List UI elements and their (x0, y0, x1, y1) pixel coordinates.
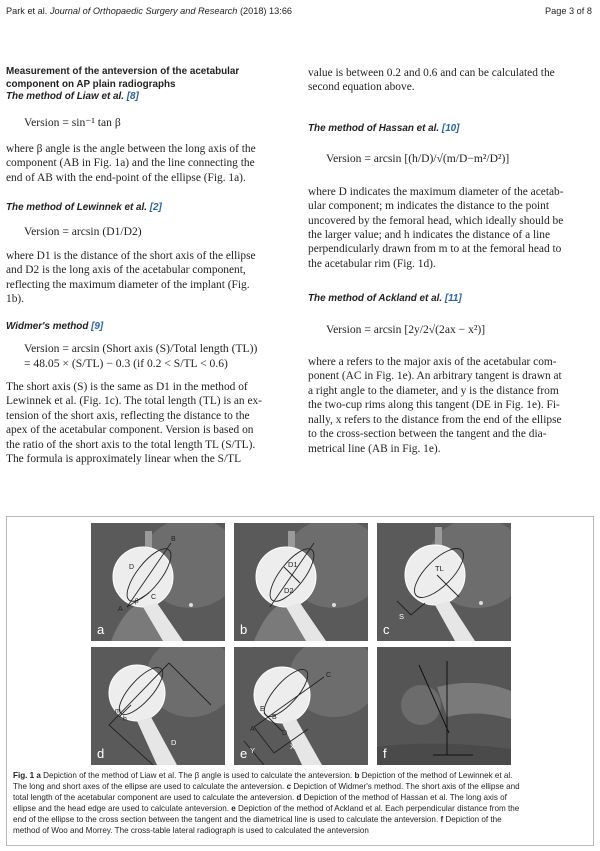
caption-line (13, 792, 585, 803)
caption-panel-ref: Fig. 1 a (13, 771, 41, 780)
mark-b: B (171, 536, 176, 543)
mark-beta: β (135, 597, 139, 605)
reference-link[interactable]: [10] (441, 122, 460, 134)
mark-m: m (115, 708, 121, 715)
caption-text: The long and short axes of the ellipse are used to calculate the anteversion. (13, 782, 287, 791)
page-header (6, 6, 592, 20)
equation-ackland: Version = arcsin [2y/2√(2ax − x²)] (326, 322, 486, 336)
equation-widmer-1: Version = arcsin (Short axis (S)/Total length (TL)) (24, 342, 258, 356)
mark-s: S (399, 612, 405, 621)
mark-d: D (171, 738, 177, 747)
radiograph-panel-c (377, 523, 511, 641)
equation-lewinnek: Version = arcsin (D1/D2) (24, 224, 142, 238)
mark-e: E (260, 706, 265, 713)
caption-line (13, 803, 585, 814)
panel-label: a (97, 622, 105, 637)
paragraph-lewinnek: where D1 is the distance of the short axis of the ellipse and D2 is the long axis of the acetabular component, reflecting the maximum diameter of the implant (Fig. 1b). (6, 250, 256, 306)
header-journal: Journal of Orthopaedic Surgery and Research (49, 6, 238, 16)
reference-link[interactable]: [9] (91, 320, 104, 332)
reference-link[interactable]: [2] (149, 202, 162, 214)
radiograph-e (234, 647, 368, 765)
right-column (308, 66, 592, 456)
radiograph-panel-e (234, 647, 368, 765)
equation-liaw: Version = sin⁻¹ tan β (24, 115, 121, 129)
radiograph-f (377, 647, 511, 765)
header-authors: Park et al. (6, 6, 48, 16)
header-citation: (2018) 13:66 (239, 6, 293, 16)
caption-text: Depiction of the method of Hassan et al. The long axis of (301, 793, 507, 802)
caption-text: end of the ellipse to the cross section between the tangent and the diametrical line is used to calculate the anteversion. (13, 815, 441, 824)
radiograph-grid (91, 523, 511, 767)
subsection-title-ackland: The method of Ackland et al. [11] (308, 293, 462, 305)
figure-caption (13, 770, 585, 836)
panel-label: c (383, 622, 390, 637)
caption-text: Depiction of the (443, 815, 502, 824)
subsection-title-lewinnek: The method of Lewinnek et al. [2] (6, 202, 162, 214)
radiograph-panel-a (91, 523, 225, 641)
caption-line (13, 814, 585, 825)
reference-link[interactable]: [11] (444, 293, 462, 305)
mark-tl: TL (435, 564, 444, 573)
caption-text: Depiction of the method of Ackland et al. Each perpendicular distance from the (235, 804, 520, 813)
paragraph-ackland: where a refers to the major axis of the acetabular com- ponent (AC in Fig. 1e). An arbitrary tangent is drawn at a right angle to the diameter, and y is the distance from the two-cup rims along this tangent (DE in Fig. 1e). Fi- nally, x refers to the distance from the end of the ellipse to the cross-section between the tangent and the dia- metrical line (AB in Fig. 1e). (308, 356, 562, 455)
caption-line (13, 781, 585, 792)
mark-b: B (272, 714, 277, 721)
paragraph-widmer: The short axis (S) is the same as D1 in the method of Lewinnek et al. (Fig. 1c). The total length (TL) is an ex- tension of the short axis, reflecting the distance to the apex of the acetabular component. Version is based on the ratio of the short axis to the total length TL (S/TL). The formula is approximately linear when the S/TL (6, 380, 262, 465)
mark-x: X (290, 742, 296, 751)
radiograph-panel-b (234, 523, 368, 641)
caption-panel-ref: e (231, 804, 236, 813)
equation-hassan: Version = arcsin [(h/D)/√(m/D−m²/D²)] (326, 152, 510, 166)
paragraph-liaw: where β angle is the angle between the long axis of the component (AB in Fig. 1a) and the line connecting the end of AB with the end-point of the ellipse (Fig. 1a). (6, 142, 256, 184)
mark-a: A (118, 606, 123, 613)
paragraph-continuation: value is between 0.2 and 0.6 and can be calculated the second equation above. (308, 67, 555, 94)
mark-c: C (151, 594, 157, 601)
subsection-title-hassan: The method of Hassan et al. [10] (308, 122, 460, 134)
mark-d1: D1 (288, 560, 298, 569)
figure-1 (6, 516, 594, 846)
panel-label: b (240, 622, 248, 637)
caption-text: method of Woo and Morrey. The cross-table lateral radiograph is used to calculated the anteversion (13, 826, 369, 835)
panel-label: d (97, 746, 105, 761)
radiograph-d (91, 647, 225, 765)
running-head (6, 6, 292, 16)
panel-label: f (383, 746, 387, 761)
section-title: Measurement of the anteversion of the acetabular component on AP plain radiographs (6, 66, 240, 90)
left-column (6, 66, 290, 466)
caption-panel-ref: f (440, 815, 444, 824)
caption-line (13, 770, 585, 781)
reference-link[interactable]: [8] (126, 91, 139, 102)
equation-widmer-2: = 48.05 × (S/TL) − 0.3 (if 0.2 < S/TL < 0.6) (24, 356, 228, 370)
caption-text: Depiction of Widmer's method. The short axis of the ellipse and (291, 782, 520, 791)
caption-text: Depiction of the method of Lewinnek et al. (359, 771, 513, 780)
mark-a: A (250, 726, 255, 733)
mark-h: h (123, 716, 127, 723)
radiograph-panel-f (377, 647, 511, 765)
subsection-title-widmer: Widmer's method [9] (6, 320, 104, 332)
mark-d: D (129, 564, 135, 571)
page-number: Page 3 of 8 (545, 6, 592, 16)
caption-panel-ref: c (286, 782, 292, 791)
radiograph-b (234, 523, 368, 641)
caption-text: total length of the acetabular component are used to calculate the anteversion. (13, 793, 297, 802)
caption-text: Depiction of the method of Liaw et al. The β angle is used to calculate the anteversion. (40, 771, 355, 780)
paragraph-hassan: where D indicates the maximum diameter of the acetab- ular component; m indicates the distance to the point uncovered by the femoral head, which ideally should be the larger value; and h indicates the distance of a line perpendicularly drawn from m to at the femoral head to the acetabular rim (Fig. 1d). (308, 185, 564, 270)
panel-label: e (240, 746, 248, 761)
mark-y: Y (250, 746, 256, 755)
caption-line (13, 825, 585, 836)
mark-c: C (326, 672, 332, 679)
caption-panel-ref: d (296, 793, 302, 802)
radiograph-panel-d (91, 647, 225, 765)
radiograph-a (91, 523, 225, 641)
mark-d: D (282, 730, 288, 737)
caption-text: ellipse and the head edge are used to calculate anteversion. (13, 804, 232, 813)
mark-d2: D2 (284, 586, 294, 595)
subsection-title-liaw: The method of Liaw et al. [8] (6, 91, 139, 102)
radiograph-c (377, 523, 511, 641)
caption-panel-ref: b (354, 771, 360, 780)
